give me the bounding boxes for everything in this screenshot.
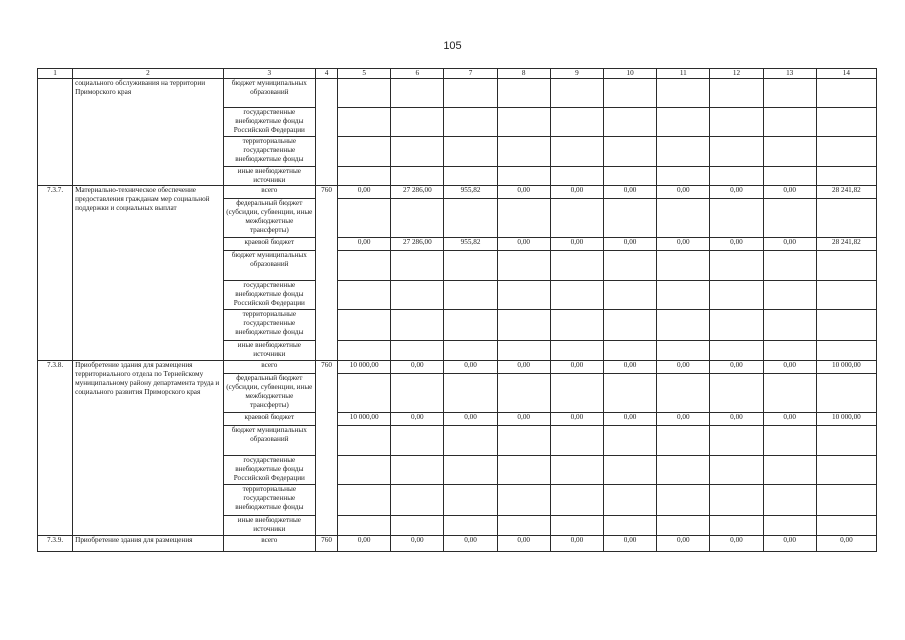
header-cell: 13: [763, 69, 816, 79]
value-cell: [710, 79, 763, 108]
value-cell: [710, 426, 763, 456]
table-header-row: [38, 69, 877, 79]
value-cell: 0,00: [657, 238, 710, 251]
value-cell: [763, 281, 816, 310]
value-cell: 0,00: [657, 413, 710, 426]
value-cell: [816, 167, 876, 186]
code-cell: 760: [315, 186, 337, 361]
value-cell: [497, 341, 550, 361]
value-cell: 0,00: [604, 361, 657, 374]
value-cell: [444, 310, 497, 341]
value-cell: [657, 516, 710, 536]
value-cell: [763, 374, 816, 413]
value-cell: 28 241,82: [816, 186, 876, 199]
value-cell: [710, 341, 763, 361]
funding-source-cell: всего: [223, 186, 315, 199]
value-cell: [444, 79, 497, 108]
value-cell: [550, 281, 603, 310]
header-cell: 9: [550, 69, 603, 79]
value-cell: [391, 516, 444, 536]
value-cell: [604, 137, 657, 167]
header-cell: 3: [223, 69, 315, 79]
value-cell: [816, 310, 876, 341]
value-cell: 0,00: [710, 536, 763, 552]
value-cell: 10 000,00: [338, 413, 391, 426]
value-cell: [763, 167, 816, 186]
value-cell: [550, 251, 603, 281]
value-cell: [444, 137, 497, 167]
value-cell: [657, 310, 710, 341]
value-cell: 0,00: [710, 186, 763, 199]
value-cell: [657, 251, 710, 281]
value-cell: [497, 167, 550, 186]
value-cell: 28 241,82: [816, 238, 876, 251]
value-cell: [710, 516, 763, 536]
value-cell: [338, 341, 391, 361]
value-cell: [497, 310, 550, 341]
value-cell: [604, 426, 657, 456]
value-cell: 10 000,00: [338, 361, 391, 374]
value-cell: 0,00: [550, 238, 603, 251]
value-cell: [550, 167, 603, 186]
value-cell: [391, 310, 444, 341]
value-cell: [497, 281, 550, 310]
value-cell: [550, 426, 603, 456]
item-name-cell: Приобретение здания для размещения территориального отдела по Тернейскому муниципальному району департамента труда и социального развития Приморского края: [73, 361, 224, 536]
table-row: [38, 79, 877, 108]
value-cell: 0,00: [550, 361, 603, 374]
value-cell: [338, 485, 391, 516]
value-cell: [710, 281, 763, 310]
value-cell: [710, 108, 763, 137]
value-cell: [444, 516, 497, 536]
value-cell: [391, 199, 444, 238]
code-cell: 760: [315, 361, 337, 536]
value-cell: [338, 281, 391, 310]
value-cell: [657, 426, 710, 456]
value-cell: [391, 374, 444, 413]
value-cell: [816, 251, 876, 281]
value-cell: 0,00: [604, 536, 657, 552]
value-cell: [550, 485, 603, 516]
value-cell: 0,00: [444, 413, 497, 426]
value-cell: [657, 199, 710, 238]
value-cell: 0,00: [497, 186, 550, 199]
value-cell: [391, 281, 444, 310]
budget-table: [37, 68, 877, 552]
value-cell: [391, 341, 444, 361]
value-cell: [338, 199, 391, 238]
value-cell: 0,00: [657, 361, 710, 374]
value-cell: [816, 137, 876, 167]
value-cell: [444, 485, 497, 516]
value-cell: 0,00: [604, 413, 657, 426]
value-cell: [763, 341, 816, 361]
value-cell: 0,00: [338, 536, 391, 552]
value-cell: [604, 281, 657, 310]
value-cell: [710, 251, 763, 281]
value-cell: [763, 108, 816, 137]
value-cell: 27 286,00: [391, 186, 444, 199]
value-cell: [710, 310, 763, 341]
value-cell: [604, 374, 657, 413]
value-cell: [391, 79, 444, 108]
value-cell: [816, 108, 876, 137]
value-cell: [816, 485, 876, 516]
value-cell: [550, 374, 603, 413]
header-cell: 8: [497, 69, 550, 79]
value-cell: 0,00: [710, 238, 763, 251]
value-cell: 0,00: [763, 536, 816, 552]
table-row: [38, 361, 877, 374]
value-cell: [604, 516, 657, 536]
header-cell: 10: [604, 69, 657, 79]
value-cell: 0,00: [816, 536, 876, 552]
value-cell: [497, 108, 550, 137]
value-cell: [338, 310, 391, 341]
value-cell: 0,00: [444, 536, 497, 552]
header-cell: 12: [710, 69, 763, 79]
item-number-cell: 7.3.8.: [38, 361, 73, 536]
header-cell: 1: [38, 69, 73, 79]
item-name-cell: Материально-техническое обеспечение предоставления гражданам мер социальной поддержки и социальных выплат: [73, 186, 224, 361]
value-cell: [604, 251, 657, 281]
funding-source-cell: всего: [223, 361, 315, 374]
value-cell: [604, 79, 657, 108]
value-cell: [497, 456, 550, 485]
item-number-cell: 7.3.9.: [38, 536, 73, 552]
value-cell: [816, 426, 876, 456]
value-cell: [444, 251, 497, 281]
header-cell: 4: [315, 69, 337, 79]
value-cell: [657, 137, 710, 167]
code-cell: 760: [315, 536, 337, 552]
value-cell: [710, 456, 763, 485]
value-cell: [604, 310, 657, 341]
funding-source-cell: иные внебюджетные источники: [223, 341, 315, 361]
funding-source-cell: бюджет муниципальных образований: [223, 426, 315, 456]
value-cell: [763, 310, 816, 341]
value-cell: [710, 199, 763, 238]
value-cell: [444, 167, 497, 186]
value-cell: [710, 485, 763, 516]
value-cell: 0,00: [763, 413, 816, 426]
value-cell: [550, 137, 603, 167]
value-cell: [657, 374, 710, 413]
code-cell: [315, 79, 337, 186]
value-cell: 0,00: [604, 238, 657, 251]
header-cell: 7: [444, 69, 497, 79]
value-cell: 955,82: [444, 238, 497, 251]
value-cell: 955,82: [444, 186, 497, 199]
value-cell: [550, 310, 603, 341]
value-cell: [444, 374, 497, 413]
item-number-cell: [38, 79, 73, 186]
value-cell: [444, 199, 497, 238]
funding-source-cell: территориальные государственные внебюджетные фонды: [223, 310, 315, 341]
value-cell: [763, 456, 816, 485]
value-cell: [657, 485, 710, 516]
value-cell: 0,00: [497, 238, 550, 251]
value-cell: [657, 456, 710, 485]
value-cell: [710, 374, 763, 413]
value-cell: [550, 456, 603, 485]
value-cell: [657, 167, 710, 186]
value-cell: 0,00: [657, 536, 710, 552]
value-cell: [497, 137, 550, 167]
item-number-cell: 7.3.7.: [38, 186, 73, 361]
header-cell: 11: [657, 69, 710, 79]
funding-source-cell: федеральный бюджет (субсидии, субвенции, иные межбюджетные трансферты): [223, 374, 315, 413]
header-cell: 2: [73, 69, 224, 79]
value-cell: [550, 108, 603, 137]
funding-source-cell: государственные внебюджетные фонды Российской Федерации: [223, 456, 315, 485]
value-cell: [497, 516, 550, 536]
value-cell: 0,00: [550, 186, 603, 199]
value-cell: [604, 456, 657, 485]
header-cell: 5: [338, 69, 391, 79]
value-cell: 0,00: [391, 536, 444, 552]
value-cell: [763, 79, 816, 108]
value-cell: [550, 79, 603, 108]
funding-source-cell: иные внебюджетные источники: [223, 516, 315, 536]
value-cell: [604, 167, 657, 186]
value-cell: [338, 251, 391, 281]
value-cell: [391, 456, 444, 485]
funding-source-cell: краевой бюджет: [223, 238, 315, 251]
value-cell: [497, 374, 550, 413]
value-cell: [497, 426, 550, 456]
value-cell: [604, 108, 657, 137]
value-cell: [338, 516, 391, 536]
funding-source-cell: государственные внебюджетные фонды Российской Федерации: [223, 281, 315, 310]
value-cell: [763, 199, 816, 238]
value-cell: [763, 516, 816, 536]
value-cell: 27 286,00: [391, 238, 444, 251]
value-cell: 0,00: [763, 186, 816, 199]
table-row: [38, 186, 877, 199]
value-cell: [816, 456, 876, 485]
value-cell: [391, 137, 444, 167]
value-cell: [657, 281, 710, 310]
value-cell: [444, 281, 497, 310]
value-cell: [338, 79, 391, 108]
value-cell: 0,00: [604, 186, 657, 199]
value-cell: 0,00: [550, 536, 603, 552]
value-cell: [444, 426, 497, 456]
value-cell: [816, 281, 876, 310]
value-cell: 0,00: [497, 413, 550, 426]
value-cell: 0,00: [338, 186, 391, 199]
value-cell: [391, 251, 444, 281]
value-cell: 0,00: [391, 413, 444, 426]
funding-source-cell: государственные внебюджетные фонды Российской Федерации: [223, 108, 315, 137]
value-cell: [604, 341, 657, 361]
value-cell: 0,00: [444, 361, 497, 374]
value-cell: [550, 516, 603, 536]
value-cell: 0,00: [710, 413, 763, 426]
value-cell: 0,00: [763, 361, 816, 374]
value-cell: [391, 426, 444, 456]
value-cell: [816, 79, 876, 108]
value-cell: [391, 108, 444, 137]
value-cell: [604, 199, 657, 238]
funding-source-cell: краевой бюджет: [223, 413, 315, 426]
value-cell: 0,00: [763, 238, 816, 251]
value-cell: 0,00: [710, 361, 763, 374]
value-cell: 0,00: [497, 536, 550, 552]
value-cell: 0,00: [338, 238, 391, 251]
funding-source-cell: всего: [223, 536, 315, 552]
funding-source-cell: территориальные государственные внебюджетные фонды: [223, 485, 315, 516]
value-cell: [550, 341, 603, 361]
value-cell: [816, 516, 876, 536]
value-cell: [497, 199, 550, 238]
value-cell: [338, 374, 391, 413]
value-cell: [338, 167, 391, 186]
value-cell: [338, 456, 391, 485]
value-cell: [497, 251, 550, 281]
value-cell: [338, 108, 391, 137]
funding-source-cell: территориальные государственные внебюджетные фонды: [223, 137, 315, 167]
page-number: 105: [443, 40, 462, 52]
value-cell: 10 000,00: [816, 361, 876, 374]
value-cell: [816, 341, 876, 361]
item-name-cell: Приобретение здания для размещения: [73, 536, 224, 552]
value-cell: [763, 251, 816, 281]
value-cell: 10 000,00: [816, 413, 876, 426]
value-cell: [497, 79, 550, 108]
funding-source-cell: федеральный бюджет (субсидии, субвенции, иные межбюджетные трансферты): [223, 199, 315, 238]
table-row: [38, 536, 877, 552]
value-cell: [816, 199, 876, 238]
value-cell: [657, 79, 710, 108]
value-cell: [550, 199, 603, 238]
value-cell: [444, 341, 497, 361]
header-cell: 14: [816, 69, 876, 79]
value-cell: [763, 137, 816, 167]
value-cell: [391, 485, 444, 516]
value-cell: [763, 485, 816, 516]
value-cell: [763, 426, 816, 456]
value-cell: [338, 137, 391, 167]
value-cell: 0,00: [391, 361, 444, 374]
funding-source-cell: бюджет муниципальных образований: [223, 251, 315, 281]
value-cell: [710, 167, 763, 186]
funding-source-cell: бюджет муниципальных образований: [223, 79, 315, 108]
value-cell: [391, 167, 444, 186]
value-cell: [710, 137, 763, 167]
value-cell: [657, 108, 710, 137]
value-cell: [497, 485, 550, 516]
value-cell: [657, 341, 710, 361]
value-cell: [444, 456, 497, 485]
value-cell: [444, 108, 497, 137]
value-cell: 0,00: [550, 413, 603, 426]
value-cell: 0,00: [497, 361, 550, 374]
funding-source-cell: иные внебюджетные источники: [223, 167, 315, 186]
value-cell: [338, 426, 391, 456]
item-name-cell: социального обслуживания на территории Приморского края: [73, 79, 224, 186]
value-cell: [604, 485, 657, 516]
header-cell: 6: [391, 69, 444, 79]
value-cell: [816, 374, 876, 413]
value-cell: 0,00: [657, 186, 710, 199]
